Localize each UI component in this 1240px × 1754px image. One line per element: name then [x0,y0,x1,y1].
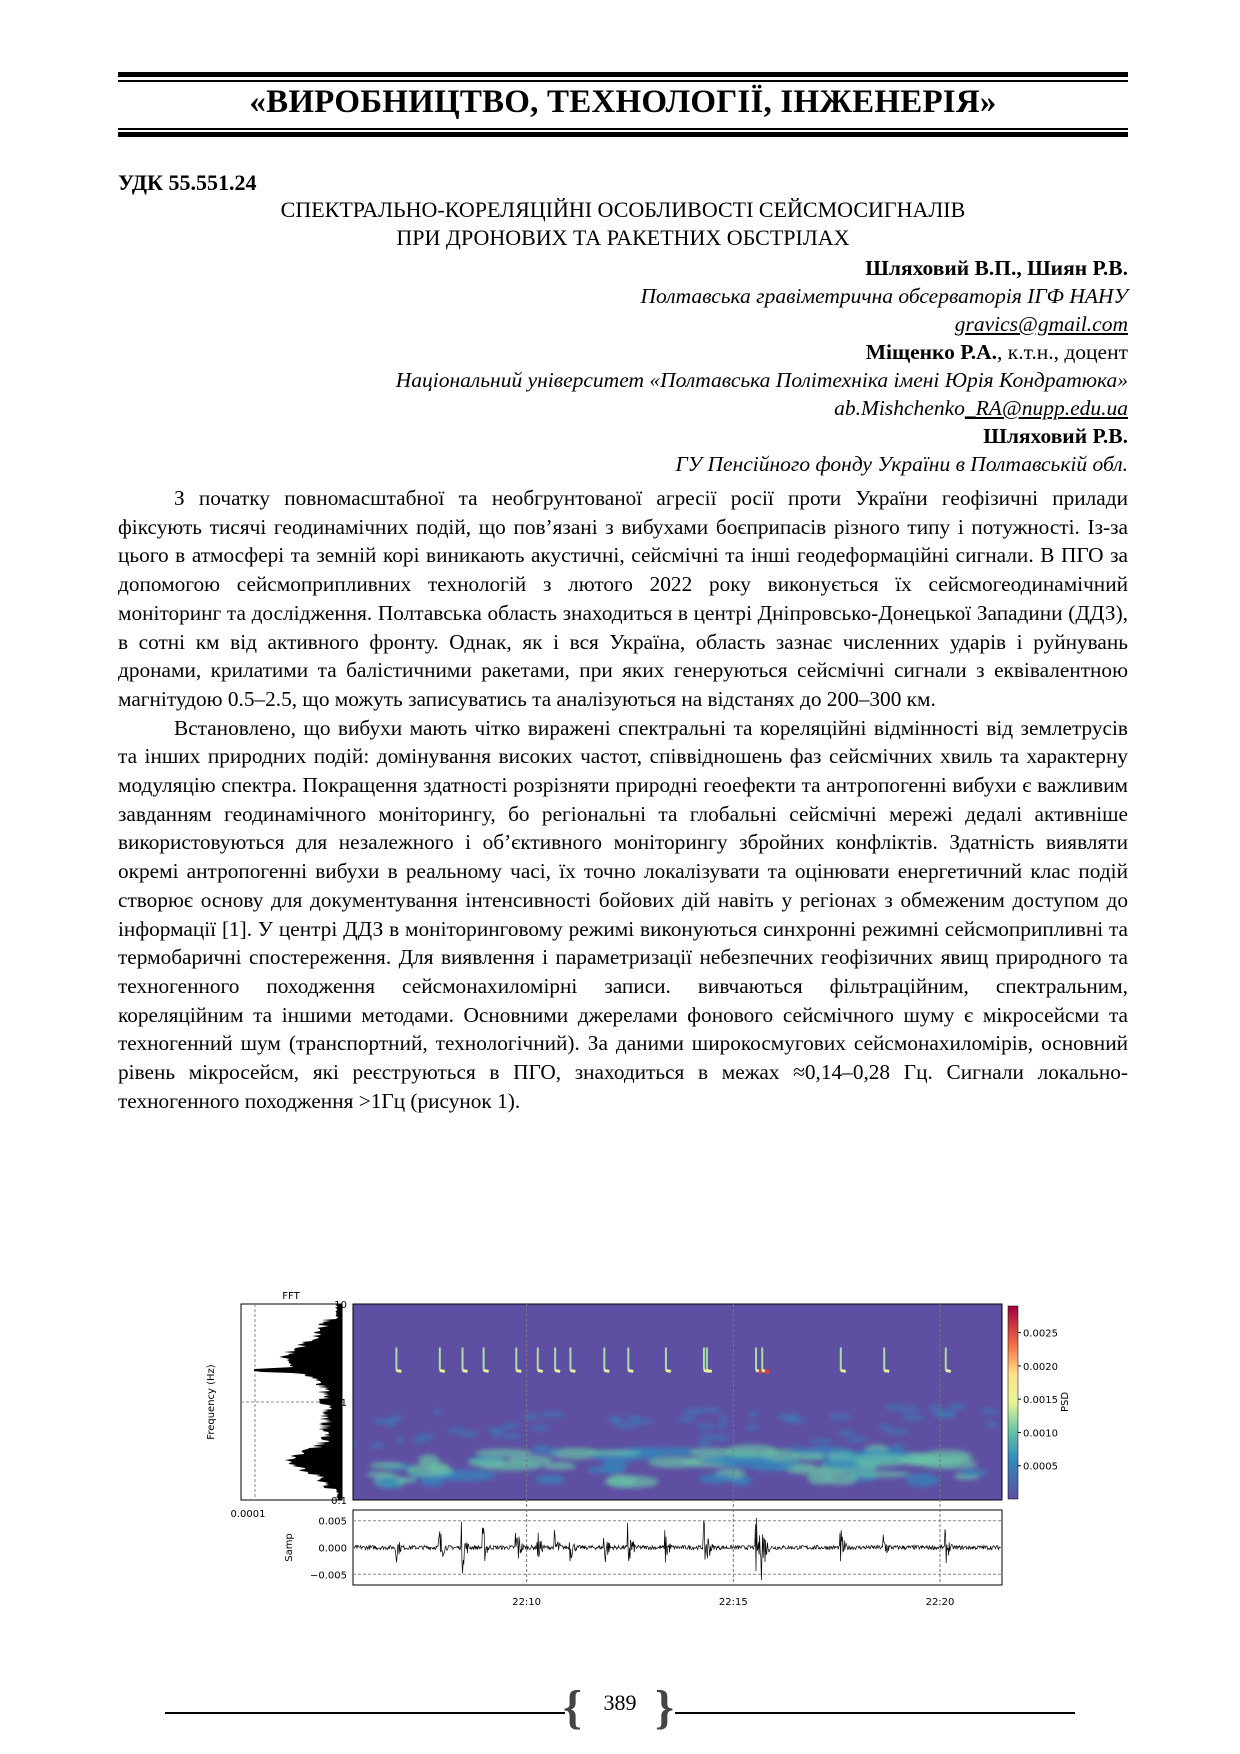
colorbar-tick-label: 0.0025 [1023,1328,1058,1340]
noise-blob [884,1404,902,1410]
microseism-blob [699,1474,733,1484]
affiliation: ГУ Пенсійного фонду України в Полтавській обл. [675,452,1128,476]
spectrogram-panel [331,1300,1002,1507]
event-peak [516,1370,521,1371]
microseism-blob [606,1474,636,1487]
event-peak [666,1370,671,1371]
title-line: ПРИ ДРОНОВИХ ТА РАКЕТНИХ ОБСТРІЛАХ [396,225,850,250]
noise-blob [433,1409,441,1415]
noise-blob [386,1420,396,1426]
authors: Шляховий В.П., Шиян Р.В. [865,256,1128,280]
seismogram-ytick-label: 0.000 [318,1543,347,1555]
fft-ylabel: Frequency (Hz) [206,1364,217,1440]
microseism-blob [851,1471,911,1477]
microseism-blob [468,1458,508,1467]
microseism-blob [587,1450,642,1456]
microseism-blob [369,1462,406,1469]
noise-blob [786,1447,805,1453]
noise-blob [696,1440,712,1446]
event-peak [707,1370,712,1371]
noise-blob [528,1448,549,1454]
noise-blob [634,1419,653,1425]
event-peak [841,1370,846,1371]
spectrogram-ytick-label: 10 [334,1300,347,1311]
noise-blob [349,1441,358,1447]
noise-blob [718,1416,729,1422]
noise-blob [892,1444,905,1450]
header-rule [118,132,1128,137]
fft-panel [206,1291,342,1520]
seismogram-ytick-label: −0.005 [309,1570,347,1582]
email-suffix: _RA@nupp.edu.ua [964,396,1128,420]
x-tick-label: 22:20 [925,1597,955,1608]
noise-blob [503,1423,518,1429]
x-tick-label: 22:15 [718,1597,748,1608]
microseism-blob [689,1448,734,1457]
header-rule [118,72,1128,77]
microseism-blob [420,1478,443,1487]
microseism-blob [900,1458,963,1466]
noise-blob [934,1412,956,1418]
article-title [118,196,1128,252]
noise-blob [462,1431,479,1437]
event-peak [463,1370,468,1371]
noise-blob [777,1414,798,1420]
author-degree: , к.т.н., доцент [997,340,1128,364]
microseism-blob [366,1471,395,1477]
authors [866,338,1128,366]
event-peak [570,1370,575,1371]
noise-blob [829,1414,851,1420]
footer-rule [675,1712,1075,1714]
paragraph: Встановлено, що вибухи мають чітко виражені спектральні та кореляційні відмінності від землетрусів та інших природних подій: домінування високих частот, співвідношень фаз сейсмічних хвиль та характерну модуляцію спектра. Покращення здатності розрізняти природні геоефекти та антропогенні вибухи є важливим завданням геодинамічного моніторингу, бо регіональні та глобальні сейсмічні мережі дедалі активніше використовуються для незалежного і об’єктивного моніторингу збройних конфліктів. Здатність виявляти окремі антропогенні вибухи в реальному часі, їх точно локалізувати та оцінювати енергетичний клас подій створює основу для документування інтенсивності бойових дій навіть у регіонах з обмеженим доступом до інформації [1]. У центрі ДДЗ в моніторинговому режимі виконуються синхронні режимні сейсмоприпливні та термобаричні спостереження. Для виявлення і параметризації небезпечних геофізичних явищ природного та техногенного походження сейсмонахиломірні записи. вивчаються фільтраційним, спектральним, кореляційним та іншими методами. Основними джерелами фонового сейсмічного шуму є мікросейсми та техногенний шум (транспортний, технологічний). За даними широкосмугових сейсмонахиломірів, основний рівень мікросейсм, які реєструються в ПГО, знаходиться в межах ≈0,14–0,28 Гц. Сигнали локально-техногенного походження >1Гц (рисунок 1). [118,715,1128,1113]
microseism-blob [906,1473,940,1486]
email-link[interactable] [834,394,1128,422]
event-hotspot [765,1369,770,1374]
microseism-blob [851,1454,909,1467]
figure-1 [200,1285,1100,1625]
noise-blob [879,1424,890,1430]
noise-blob [948,1404,966,1410]
right-brace-icon: } [655,1681,674,1734]
event-peak [555,1370,560,1371]
microseism-blob [535,1475,564,1484]
noise-blob [833,1449,854,1455]
noise-blob [717,1423,725,1429]
email-link[interactable]: gravics@gmail.com [954,312,1128,336]
header-rule [118,80,1128,82]
microseism-blob [603,1460,627,1473]
noise-blob [712,1435,730,1441]
noise-blob [541,1411,564,1417]
article-body [118,484,1128,1115]
authors: Шляховий Р.В. [983,424,1128,448]
title-line: СПЕКТРАЛЬНО-КОРЕЛЯЦІЙНІ ОСОБЛИВОСТІ СЕЙСМОСИГНАЛІВ [280,197,966,222]
noise-blob [674,1449,691,1455]
author-name: Міщенко Р.А. [865,340,997,364]
udc-code: УДК 55.551.24 [118,170,257,195]
event-peak [604,1370,609,1371]
noise-blob [985,1422,997,1428]
noise-blob [928,1405,943,1411]
noise-blob [837,1430,855,1436]
noise-blob [488,1427,506,1433]
noise-blob [980,1408,999,1414]
colorbar-tick-label: 0.0020 [1023,1361,1058,1373]
colorbar-gradient [1008,1306,1018,1499]
paragraph: З початку повномасштабної та необгрунтованої агресії росії проти України геофізичні прилади фіксують тисячі геодинамічних подій, що пов’язані з вибухами боєприпасів різного типу і потужності. Із-за цього в атмосфері та земній корі виникають акустичні, сейсмічні та інші геодеформаційні сигнали. В ПГО за допомогою сейсмоприпливних технологій з лютого 2022 року виконується їх сейсмогеодинамічний моніторинг та дослідження. Полтавська область знаходиться в центрі Дніпровсько-Донецької Западини (ДДЗ), в сотні км від активного фронту. Однак, як і вся Україна, область зазнає численних ударів і руйнувань дронами, крилатими та балістичними ракетами, при яких генеруються сейсмічні сигнали з еквівалентною магнітудою 0.5–2.5, що можуть записуватись та аналізуються на відстанях до 200–300 км. [118,486,1128,711]
microseism-blob [822,1459,859,1469]
event-peak [396,1370,401,1371]
noise-blob [371,1442,384,1448]
event-peak [440,1370,445,1371]
seismogram-ylabel: Samp [284,1533,295,1562]
microseism-blob [793,1452,826,1460]
fft-xtick-label: 0.0001 [230,1509,266,1520]
event-peak [538,1370,543,1371]
microseism-blob [475,1449,531,1458]
noise-blob [396,1437,405,1443]
seismogram-ytick-label: 0.005 [318,1516,347,1528]
noise-blob [885,1428,909,1434]
noise-blob [683,1408,702,1414]
microseism-blob [721,1456,774,1468]
noise-blob [700,1407,722,1413]
journal-title: «ВИРОБНИЦТВО, ТЕХНОЛОГІЇ, ІНЖЕНЕРІЯ» [249,84,997,120]
spectrogram-ytick-label: 0.1 [331,1496,347,1507]
microseism-blob [543,1462,576,1470]
left-brace-icon: { [563,1681,582,1734]
colorbar [1008,1306,1071,1499]
noise-blob [608,1417,623,1423]
colorbar-tick-label: 0.0015 [1023,1395,1058,1407]
colorbar-tick-label: 0.0010 [1023,1428,1058,1440]
spectrogram-ytick-label: 1 [340,1398,347,1409]
noise-blob [502,1433,521,1439]
footer-rule [165,1712,565,1714]
noise-blob [861,1449,871,1455]
noise-blob [901,1415,925,1421]
noise-blob [846,1437,867,1443]
event-peak [946,1370,951,1371]
noise-blob [749,1411,758,1417]
colorbar-label: PSD [1060,1391,1071,1413]
affiliation: Національний університет «Полтавська Політехніка імені Юрія Кондратюка» [395,368,1128,392]
email-prefix: ab.Mishchenko [834,396,965,420]
noise-blob [678,1416,697,1422]
page-number: 389 [603,1690,637,1715]
noise-blob [745,1424,758,1430]
header-rule [118,128,1128,130]
microseism-blob [377,1478,401,1489]
affiliation: Полтавська гравіметрична обсерваторія ІГФ НАНУ [640,284,1128,308]
event-peak [484,1370,489,1371]
event-peak [628,1370,633,1371]
fft-title: FFT [282,1291,300,1302]
x-tick-label: 22:10 [512,1597,542,1608]
event-peak [884,1370,889,1371]
noise-blob [810,1438,832,1444]
noise-blob [529,1425,549,1431]
noise-blob [414,1438,425,1444]
noise-blob [614,1422,638,1428]
microseism-blob [959,1470,988,1476]
noise-blob [697,1424,715,1430]
colorbar-tick-label: 0.0005 [1023,1461,1058,1473]
microseism-blob [406,1464,454,1477]
